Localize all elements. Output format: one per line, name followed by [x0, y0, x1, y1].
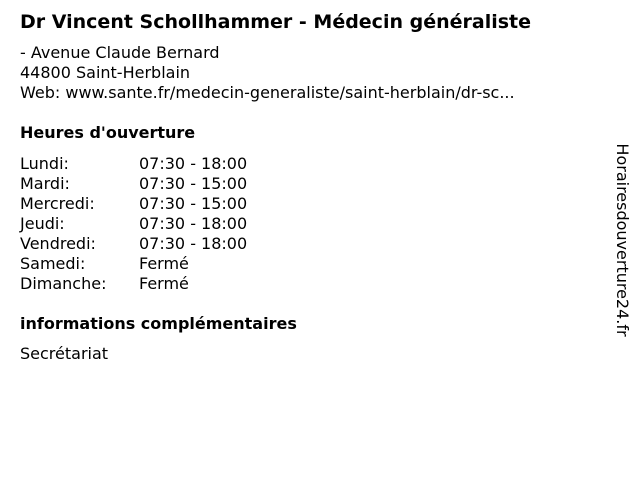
day-label: Jeudi: — [20, 214, 65, 233]
time-value: Fermé — [139, 274, 189, 293]
opening-hours-heading: Heures d'ouverture — [20, 123, 196, 142]
time-value: 07:30 - 18:00 — [139, 154, 248, 173]
day-label: Mercredi: — [20, 194, 95, 213]
address-street: - Avenue Claude Bernard — [20, 43, 220, 62]
hours-row-sunday — [20, 274, 247, 294]
website-link[interactable]: Web: www.sante.fr/medecin-generaliste/saint-herblain/dr-sc... — [20, 83, 515, 102]
time-value: 07:30 - 18:00 — [139, 214, 248, 233]
day-label: Mardi: — [20, 174, 70, 193]
hours-row-saturday — [20, 254, 247, 274]
day-label: Lundi: — [20, 154, 69, 173]
additional-info-heading: informations complémentaires — [20, 314, 297, 333]
time-value: 07:30 - 15:00 — [139, 194, 248, 213]
page-title: Dr Vincent Schollhammer - Médecin généraliste — [20, 11, 531, 33]
additional-info-text: Secrétariat — [20, 344, 109, 363]
address-city: 44800 Saint-Herblain — [20, 63, 191, 82]
hours-row-tuesday — [20, 174, 247, 194]
day-label: Samedi: — [20, 254, 86, 273]
day-label: Dimanche: — [20, 274, 107, 293]
hours-row-wednesday — [20, 194, 247, 214]
address-block — [20, 43, 515, 103]
hours-row-friday — [20, 234, 247, 254]
day-label: Vendredi: — [20, 234, 96, 253]
time-value: Fermé — [139, 254, 189, 273]
opening-hours-table — [20, 154, 247, 294]
hours-row-thursday — [20, 214, 247, 234]
time-value: 07:30 - 18:00 — [139, 234, 248, 253]
time-value: 07:30 - 15:00 — [139, 174, 248, 193]
hours-row-monday — [20, 154, 247, 174]
site-watermark: Horairesdouverture24.fr — [613, 143, 632, 337]
